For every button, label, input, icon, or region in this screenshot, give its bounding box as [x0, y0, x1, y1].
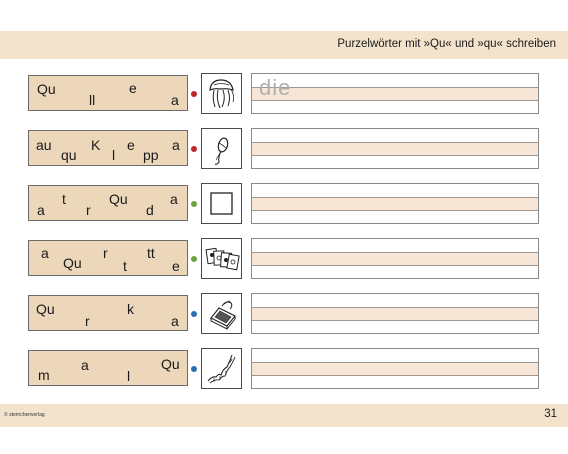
letter-fragment: e [129, 80, 137, 96]
letter-fragment: r [86, 202, 91, 218]
color-dot [191, 256, 197, 262]
letter-fragment: pp [143, 147, 159, 163]
exercise-row [0, 348, 568, 392]
sample-word: die [259, 75, 292, 100]
letter-fragment: Qu [36, 301, 55, 317]
page-header [0, 31, 568, 59]
letter-fragment: t [123, 258, 127, 274]
exercise-row [0, 128, 568, 172]
letter-fragment: a [171, 313, 179, 329]
page-footer [0, 404, 568, 427]
color-dot [191, 91, 197, 97]
page-title: Purzelwörter mit »Qu« und »qu« schreiben [337, 38, 556, 50]
letter-fragment: a [41, 245, 49, 261]
letter-fragment: tt [147, 245, 155, 261]
picture-box [201, 73, 242, 114]
picture-box [201, 238, 242, 279]
letter-fragment: a [170, 191, 178, 207]
jellyfish-icon [202, 74, 241, 113]
playing-cards-icon [202, 239, 241, 278]
exercise-row [0, 73, 568, 117]
letter-card [28, 240, 188, 276]
picture-box [201, 128, 242, 169]
letter-fragment: e [127, 137, 135, 153]
writing-lines[interactable] [251, 183, 539, 224]
color-dot [191, 366, 197, 372]
letter-fragment: r [85, 313, 90, 329]
writing-lines[interactable] [251, 238, 539, 279]
letter-fragment: Qu [63, 255, 82, 271]
copyright-text: © sternchenverlag [4, 412, 45, 418]
letter-fragment: m [38, 367, 50, 383]
letter-fragment: r [103, 245, 108, 261]
writing-lines[interactable] [251, 73, 539, 114]
letter-fragment: qu [61, 147, 77, 163]
letter-fragment: K [91, 137, 101, 153]
letter-fragment: e [172, 258, 180, 274]
page-number: 31 [544, 408, 557, 420]
color-dot [191, 311, 197, 317]
writing-lines[interactable] [251, 348, 539, 389]
letter-fragment: a [171, 92, 179, 108]
writing-lines[interactable] [251, 293, 539, 334]
letter-fragment: a [172, 137, 180, 153]
letter-fragment: t [62, 191, 66, 207]
letter-fragment: d [146, 202, 154, 218]
letter-fragment: a [81, 357, 89, 373]
exercise-row [0, 238, 568, 282]
letter-card [28, 350, 188, 386]
picture-box [201, 293, 242, 334]
letter-card [28, 185, 188, 221]
letter-fragment: au [36, 137, 52, 153]
letter-fragment: ll [89, 92, 96, 108]
letter-fragment: a [37, 202, 45, 218]
tadpole-icon [202, 129, 241, 168]
letter-fragment: Qu [109, 191, 128, 207]
letter-card [28, 75, 188, 111]
square-icon [202, 184, 241, 223]
writing-lines[interactable] [251, 128, 539, 169]
letter-fragment: k [127, 301, 134, 317]
letter-fragment: Qu [161, 356, 180, 372]
letter-card [28, 295, 188, 331]
picture-box [201, 348, 242, 389]
picture-box [201, 183, 242, 224]
letter-fragment: l [112, 147, 116, 163]
quark-cheese-icon [202, 294, 241, 333]
letter-card [28, 130, 188, 166]
spring-source-icon [202, 349, 241, 388]
color-dot [191, 146, 197, 152]
exercise-row [0, 183, 568, 227]
exercise-row [0, 293, 568, 337]
letter-fragment: l [127, 368, 131, 384]
color-dot [191, 201, 197, 207]
letter-fragment: Qu [37, 81, 56, 97]
